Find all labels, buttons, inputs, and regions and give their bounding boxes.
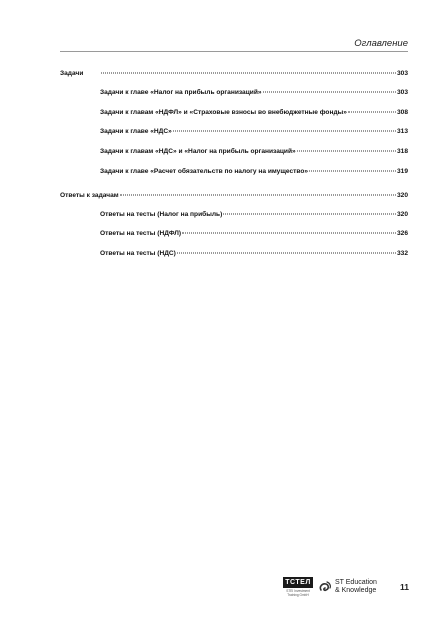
brand-name-line1: ST Education (335, 579, 377, 586)
toc-entry-page: 308 (396, 109, 408, 116)
toc-leader-dots (177, 253, 396, 254)
header-divider (60, 51, 408, 52)
publisher-logo (283, 577, 313, 599)
toc-leader-dots (348, 112, 396, 113)
toc-entry-label: Задачи к главе «Налог на прибыль организаций» (100, 89, 262, 96)
toc-entry-page: 318 (396, 148, 408, 155)
toc-leader-dots (309, 171, 396, 172)
toc-entry-label: Задачи к главам «НДФЛ» и «Страховые взносы во внебюджетные фонды» (100, 109, 347, 116)
header-title: Оглавление (354, 38, 408, 49)
publisher-logo-subtitle: STEI Investment Training GmbH (286, 589, 310, 597)
toc-leader-dots (297, 151, 396, 152)
toc-entry[interactable] (100, 89, 408, 96)
toc-entry-label: Задачи к главе «НДС» (100, 128, 172, 135)
toc-entry[interactable] (100, 168, 408, 175)
toc-entry-page: 320 (396, 192, 408, 199)
toc-leader-dots (223, 214, 396, 215)
toc-leader-dots (182, 233, 396, 234)
toc-leader-dots (101, 73, 396, 74)
toc-entry-label: Ответы на тесты (НДС) (100, 250, 176, 257)
toc-entry-page: 303 (396, 70, 408, 77)
toc-entry-label: Ответы к задачам (60, 192, 119, 199)
toc-entry[interactable] (100, 250, 408, 257)
toc-leader-dots (173, 131, 396, 132)
toc-entry-page: 326 (396, 230, 408, 237)
toc-entry-label: Задачи (60, 70, 84, 77)
brand-swirl-icon (318, 580, 332, 594)
toc-entry[interactable] (100, 211, 408, 218)
toc-entry-page: 319 (396, 168, 408, 175)
toc-entry-answers[interactable] (60, 192, 408, 199)
toc-entry-label: Задачи к главе «Расчет обязательств по налогу на имущество» (100, 168, 309, 175)
toc-entry-page: 313 (396, 128, 408, 135)
toc-entry[interactable] (100, 148, 408, 155)
toc-entry-page: 332 (396, 250, 408, 257)
toc-entry-label: Задачи к главам «НДС» и «Налог на прибыль организаций» (100, 148, 296, 155)
toc-entry-label: Ответы на тесты (Налог на прибыль) (100, 211, 223, 218)
brand-name (335, 579, 377, 595)
toc-entry-tasks[interactable] (60, 70, 408, 77)
toc-leader-dots (120, 195, 396, 196)
brand-name-line2: & Knowledge (335, 587, 377, 594)
toc-entry-page: 303 (396, 89, 408, 96)
toc-entry[interactable] (100, 109, 408, 116)
toc-entry[interactable] (100, 128, 408, 135)
toc-entry-page: 320 (396, 211, 408, 218)
toc-leader-dots (263, 92, 396, 93)
page-number: 11 (400, 582, 409, 592)
toc-entry[interactable] (100, 230, 408, 237)
toc-entry-label: Ответы на тесты (НДФЛ) (100, 230, 182, 237)
publisher-logo-text: ТСТЕЛ (283, 577, 313, 588)
